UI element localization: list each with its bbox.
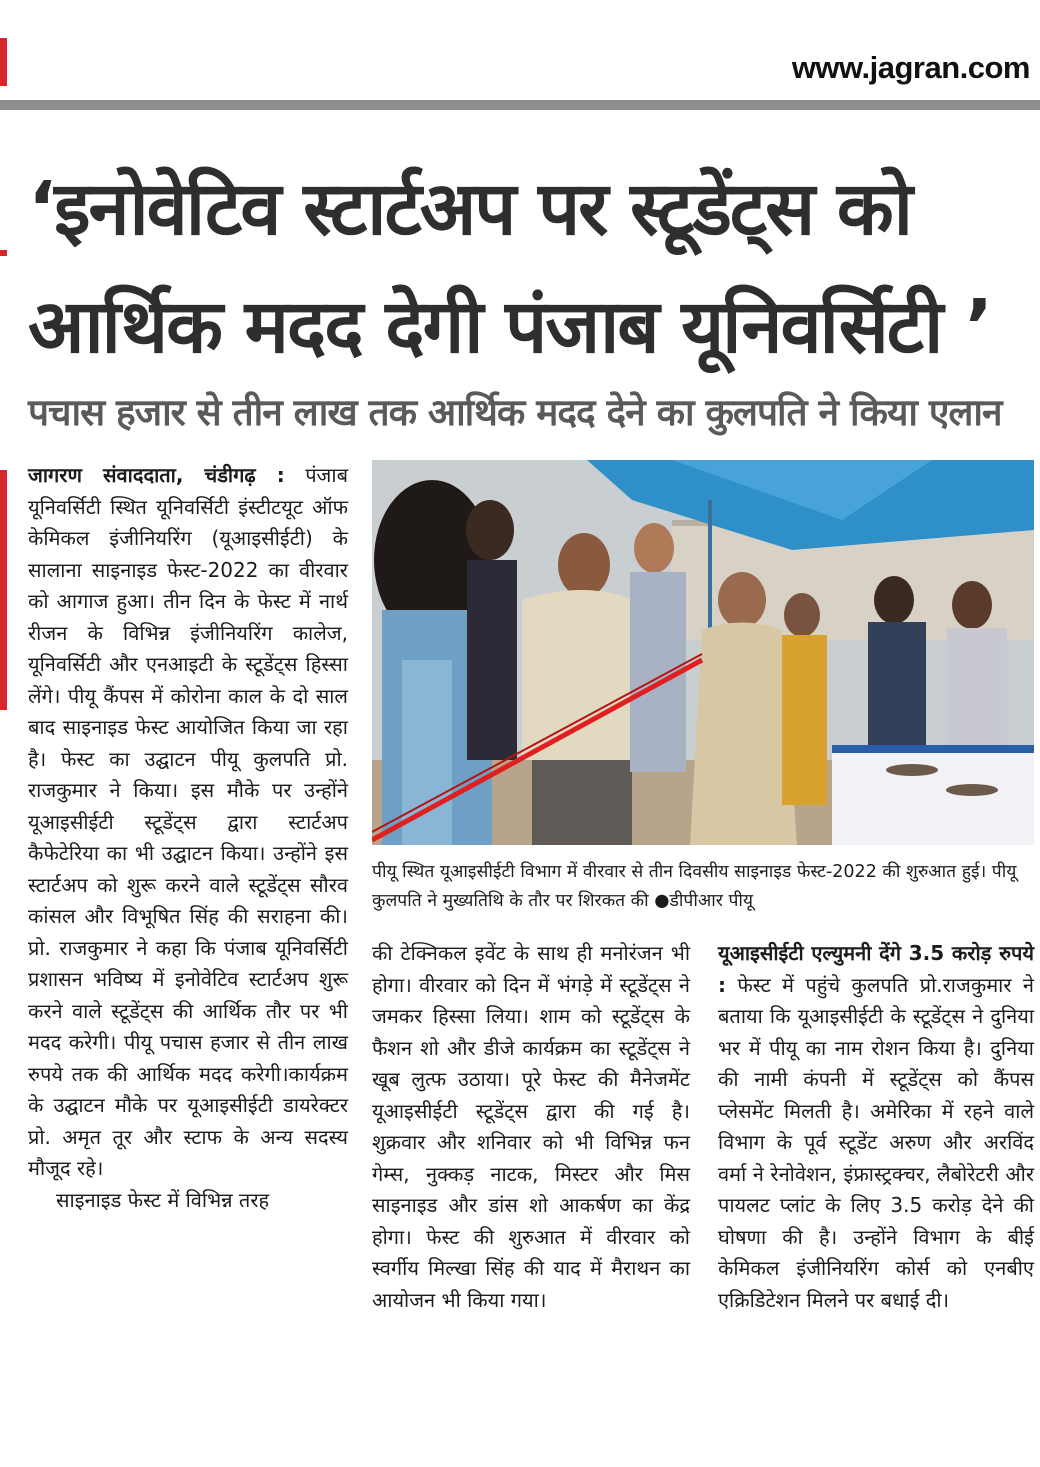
paragraph-2-start: साइनाइड फेस्ट में विभिन्न तरह (56, 1187, 270, 1212)
paragraph-2-continued: की टेक्निकल इवेंट के साथ ही मनोरंजन भी होगा। वीरवार को दिन में भंगड़े में स्टूडेंट्स ने जमकर हिस्सा लिया। शाम को स्टूडेंट्स के फैशन शो और डीजे कार्यक्रम का स्टूडेंट्स ने खूब लुत्फ उठाया। पूरे फेस्ट की मैनेजमेंट यूआइसीईटी स्टूडेंट्स द्वारा की गई है। शुक्रवार और शनिवार को भी विभिन्न फन गेम्स, नुक्कड़ नाटक, मिस्टर और मिस साइनाइड और डांस शो आकर्षण का केंद्र होगा। फेस्ट की शुरुआत में वीरवार को स्वर्गीय मिल्खा सिंह की याद में मैराथन का आयोजन भी किया गया। (372, 941, 690, 1312)
byline: जागरण संवाददाता, चंडीगढ़ : (28, 463, 285, 487)
page-edge-mark (0, 38, 7, 86)
paragraph-3 (718, 938, 1034, 1316)
article-photo (372, 460, 1034, 845)
crosshead: यूआइसीईटी एल्युमनी देंगे 3.5 करोड़ रुपये : (718, 941, 1034, 997)
intro-text: पंजाब यूनिवर्सिटी स्थित यूनिवर्सिटी इंस्टीटयूट ऑफ केमिकल इंजीनियरिंग (यूआइसीईटी) के सालाना साइनाइड फेस्ट-2022 का वीरवार को आगाज हुआ। तीन दिन के फेस्ट में नार्थ रीजन के विभिन्न इंजीनियरिंग कालेज, यूनिवर्सिटी और एनआइटी के स्टूडेंट्स हिस्सा लेंगे। पीयू कैंपस में कोरोना काल के दो साल बाद साइनाइड फेस्ट आयोजित किया जा रहा है। फेस्ट का उद्घाटन पीयू कुलपति प्रो. राजकुमार ने किया। इस मौके पर उन्होंने यूआइसीईटी स्टूडेंट्स द्वारा स्टार्टअप कैफेटेरिया का भी उद्घाटन किया। उन्होंने इस स्टार्टअप को शुरू करने वाले स्टूडेंट्स सौरव कांसल और विभूषित सिंह की सराहना की। प्रो. राजकुमार ने कहा कि पंजाब यूनिवर्सिटी प्रशासन भविष्य में इनोवेटिव स्टार्टअप शुरू करने वाले स्टूडेंट्स की आर्थिक तौर पर भी मदद करेगी। पीयू पचास हजार से तीन लाख रुपये तक की आर्थिक मदद करेगी।कार्यक्रम के उद्घाटन मौके पर यूआइसीईटी डायरेक्टर प्रो. अमृत तूर और स्टाफ के अन्य सदस्य मौजूद रहे। (28, 463, 348, 1180)
page-edge-mark (0, 250, 7, 256)
photo-illustration (372, 460, 1034, 845)
top-rule (0, 100, 1040, 110)
site-url: www.jagran.com (791, 50, 1030, 85)
paragraph-3-text: फेस्ट में पहुंचे कुलपति प्रो.राजकुमार ने बताया कि यूआइसीईटी के स्टूडेंट्स ने दुनिया भर में पीयू का नाम रोशन किया है। दुनिया की नामी कंपनी में स्टूडेंट्स को कैंपस प्लेसमेंट मिलती है। अमेरिका में रहने वाले विभाग के पूर्व स्टूडेंट अरुण और अरविंद वर्मा ने रेनोवेशन, इंफ्रास्ट्रक्चर, लैबोरेटरी और पायलट प्लांट के लिए 3.5 करोड़ देने की घोषणा की है। उन्होंने विभाग के बीई केमिकल इंजीनियरिंग कोर्स को एनबीए एक्रिडिटेशन मिलने पर बधाई दी। (718, 972, 1034, 1312)
headline: ‘इनोवेटिव स्टार्टअप पर स्टूडेंट्स को आर्थिक मदद देगी पंजाब यूनिवर्सिटी ’ (28, 166, 992, 370)
page-edge-mark (0, 470, 7, 710)
article-column-1 (28, 460, 348, 1216)
intro-paragraph (28, 460, 348, 1185)
article-column-2 (372, 938, 690, 1316)
subheadline: पचास हजार से तीन लाख तक आर्थिक मदद देने का कुलपति ने किया एलान (28, 391, 1002, 434)
article-column-3 (718, 938, 1034, 1316)
photo-caption: पीयू स्थित यूआइसीईटी विभाग में वीरवार से तीन दिवसीय साइनाइड फेस्ट-2022 की शुरुआत हुई। पीयू कुलपति ने मुख्यतिथि के तौर पर शिरकत की ●डीपीआर पीयू (372, 862, 1017, 911)
